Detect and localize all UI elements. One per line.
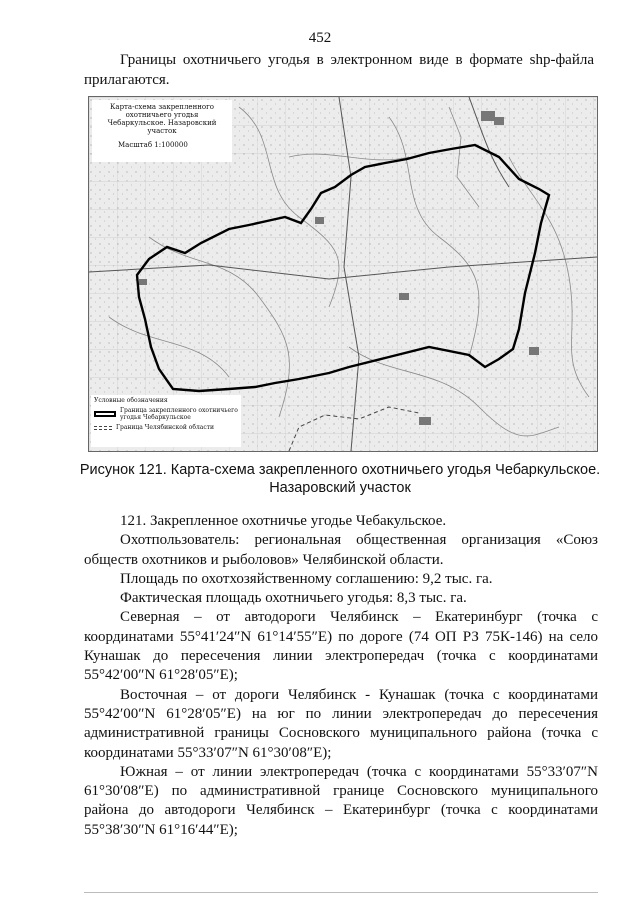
map-scale: Масштаб 1:100000 [118,141,188,149]
bold-line-swatch-icon [94,411,116,417]
map-figure [88,96,598,452]
paragraph-east-border: Восточная – от дороги Челябинск - Кунашак (точка с координатами 55°42′00″N 61°28′05″E) на юг по линии электропередач до пересечения административной границы Сосновского муниципального района (точка с координатами 55°33′07″N 61°30′08″E); [84,686,598,761]
map-title-box [92,100,232,162]
body-text [84,512,598,840]
section-heading: 121. Закрепленное охотничье угодье Чебакульское. [120,513,447,529]
legend-heading: Условные обозначения [94,397,168,404]
paragraph-area-actual: Фактическая площадь охотничьего угодья: 8,3 тыс. га. [120,590,467,607]
page-number: 452 [308,30,332,46]
map-title-line: участок [147,127,177,135]
map-title-line: Карта-схема закрепленного [109,103,214,111]
legend-item-label: Граница закрепленного охотничьего угодья Чебаркульское [120,407,238,421]
legend-item-hunting-boundary [94,407,238,421]
intro-paragraph: Границы охотничьего угодья в электронном виде в формате shp-файла прилагаются. [84,52,594,88]
map-legend [91,395,241,447]
dashed-line-swatch-icon [94,426,112,430]
legend-item-region-boundary [94,424,238,431]
figure-caption [60,461,620,497]
paragraph-north-border: Северная – от автодороги Челябинск – Екатеринбург (точка с координатами 55°41′24″N 61°14′55″E) по дороге (74 ОП РЗ 75К-146) на село Кунашак до пересечения линии электропередач (точка с координатами 55°42′00″N 61°28′05″E); [84,609,598,684]
paragraph-area-agreement: Площадь по охотхозяйственному соглашению: 9,2 тыс. га. [120,570,493,587]
map-title-line: Чебаркульское. Назаровский [107,119,217,127]
paragraph-user: Охотпользователь: региональная общественная организация «Союз обществ охотников и рыболовов» Челябинской области. [84,532,598,568]
map-title-line: охотничьего угодья [125,111,199,119]
caption-line: Назаровский участок [269,480,411,496]
paragraph-south-border: Южная – от линии электропередач (точка с координатами 55°33′07″N 61°30′08″E) по административной границе Сосновского муниципального района до автодороги Челябинск – Екатеринбург (точка с координатами 55°38′30″N 61°16′44″E); [84,763,598,838]
caption-line: Рисунок 121. Карта-схема закрепленного охотничьего угодья Чебаркульское. [79,462,601,478]
page-bottom-divider [84,892,598,893]
legend-item-label: Граница Челябинской области [116,424,215,431]
